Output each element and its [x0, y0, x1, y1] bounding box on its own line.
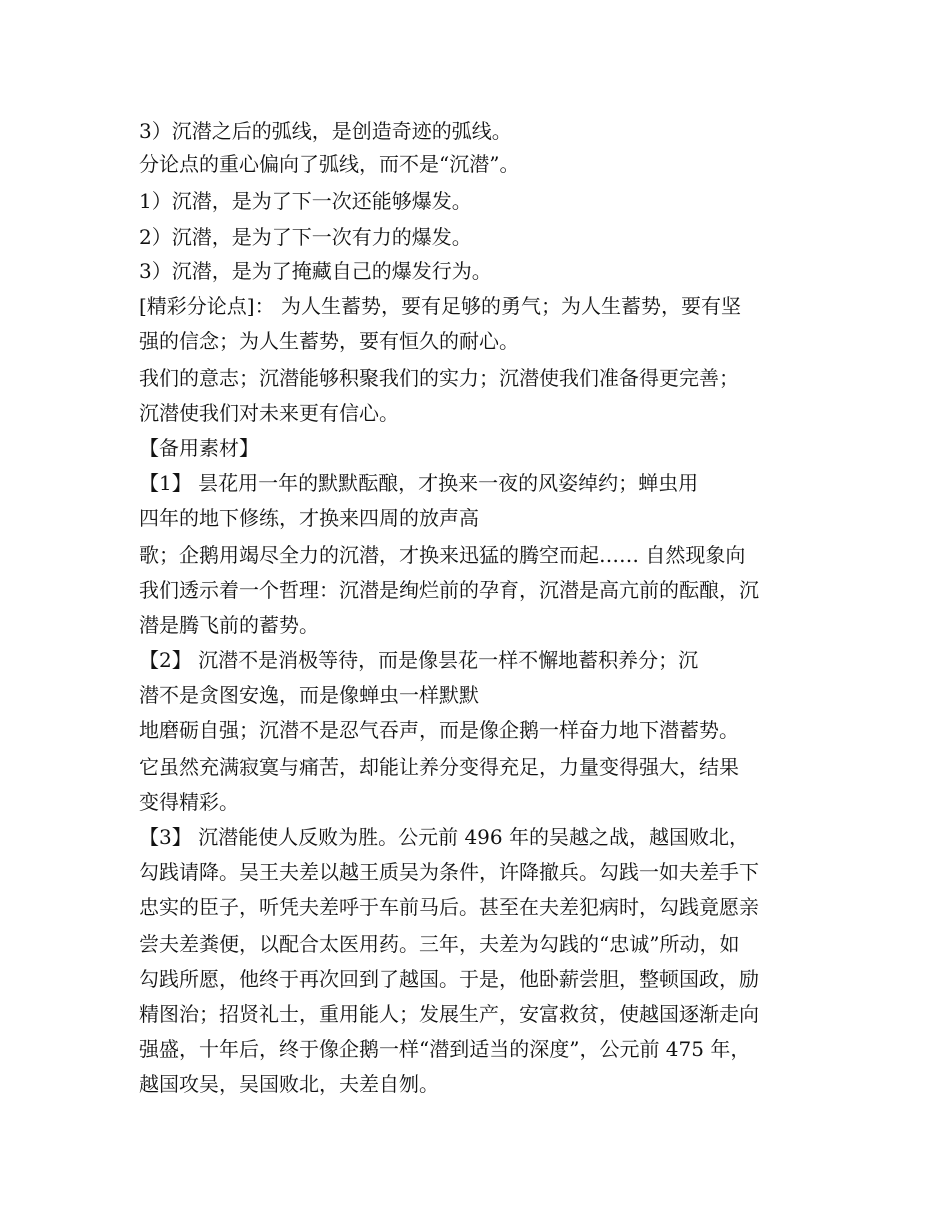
text-line: 分论点的重心偏向了弧线，而不是“沉潜”。: [139, 152, 520, 176]
text-line: 尝夫差粪便，以配合太医用药。三年，夫差为勾践的“忠诚”所动，如: [139, 932, 740, 956]
text-line: 1）沉潜，是为了下一次还能够爆发。: [139, 189, 472, 213]
text-line: 勾践所愿，他终于再次回到了越国。于是，他卧薪尝胆，整顿国政，励: [139, 967, 759, 991]
text-line: 3）沉潜之后的弧线，是创造奇迹的弧线。: [139, 119, 512, 143]
text-line: 变得精彩。: [139, 790, 239, 814]
text-line: 勾践请降。吴王夫差以越王质吴为条件，许降撤兵。勾践一如夫差手下: [139, 860, 759, 884]
text-line: 四年的地下修练，才换来四周的放声高: [139, 506, 479, 530]
text-line: 歌；企鹅用竭尽全力的沉潜，才换来迅猛的腾空而起…… 自然现象向: [139, 543, 746, 567]
text-line: 它虽然充满寂寞与痛苦，却能让养分变得充足，力量变得强大，结果: [139, 755, 739, 779]
text-line: 越国攻吴，吴国败北，夫差自刎。: [139, 1072, 439, 1096]
text-line: 【2】 沉潜不是消极等待，而是像昙花一样不懈地蓄积养分；沉: [139, 648, 699, 672]
text-line: 地磨砺自强；沉潜不是忍气吞声，而是像企鹅一样奋力地下潜蓄势。: [139, 718, 739, 742]
text-line: 强盛，十年后，终于像企鹅一样“潜到适当的深度”，公元前 475 年，: [139, 1037, 751, 1061]
section-heading: 【备用素材】: [139, 436, 259, 460]
text-line: 沉潜使我们对未来更有信心。: [139, 401, 399, 425]
text-line: 2）沉潜，是为了下一次有力的爆发。: [139, 225, 472, 249]
text-line: 【1】 昙花用一年的默默酝酿，才换来一夜的风姿绰约；蝉虫用: [139, 471, 699, 495]
text-line: 精图治；招贤礼士，重用能人；发展生产，安富救贫，使越国逐渐走向: [139, 1002, 759, 1026]
text-line: [精彩分论点]： 为人生蓄势，要有足够的勇气；为人生蓄势，要有坚: [139, 294, 741, 318]
text-line: 忠实的臣子，听凭夫差呼于车前马后。甚至在夫差犯病时，勾践竟愿亲: [139, 895, 759, 919]
text-line: 我们的意志；沉潜能够积聚我们的实力；沉潜使我们准备得更完善；: [139, 366, 739, 390]
text-line: 强的信念；为人生蓄势，要有恒久的耐心。: [139, 329, 519, 353]
text-line: 3）沉潜，是为了掩藏自己的爆发行为。: [139, 259, 492, 283]
text-line: 【3】 沉潜能使人反败为胜。公元前 496 年的吴越之战，越国败北，: [139, 825, 749, 849]
text-line: 潜不是贪图安逸，而是像蝉虫一样默默: [139, 683, 479, 707]
text-line: 潜是腾飞前的蓄势。: [139, 613, 319, 637]
text-line: 我们透示着一个哲理：沉潜是绚烂前的孕育，沉潜是高亢前的酝酿，沉: [139, 578, 759, 602]
